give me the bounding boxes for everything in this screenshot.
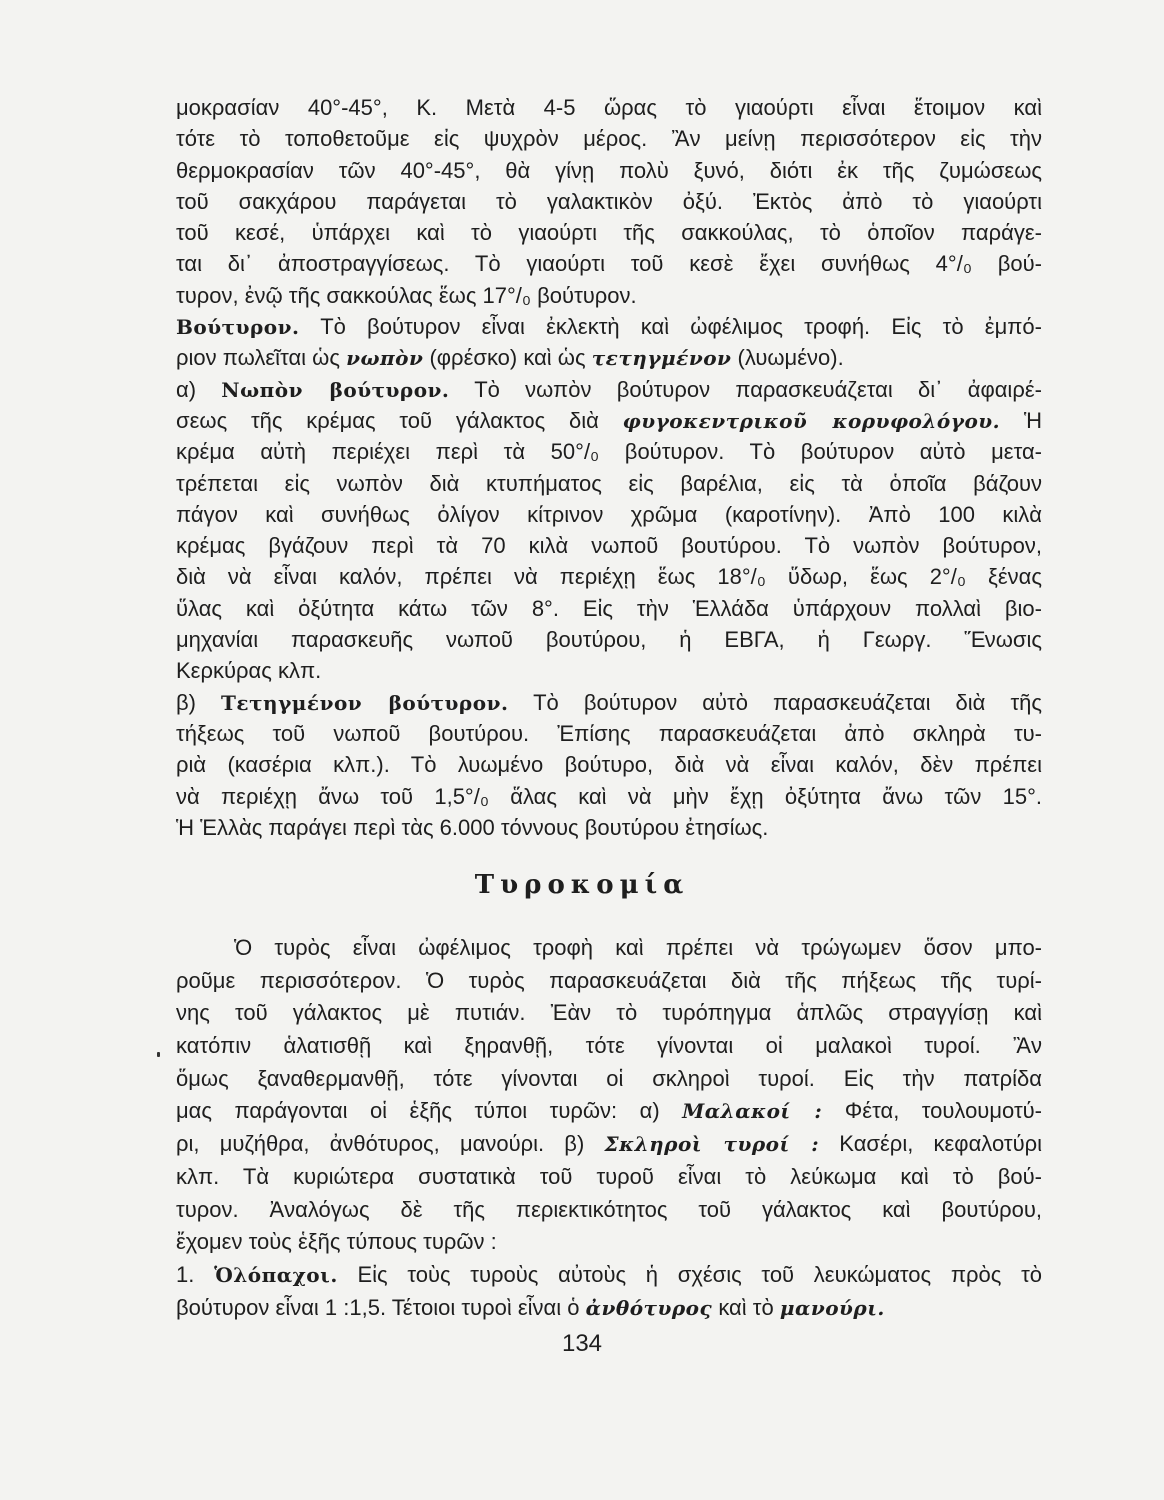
text-line bbox=[176, 311, 1042, 342]
text-line bbox=[176, 781, 1042, 812]
text-run: (λυωμένο). bbox=[731, 345, 844, 371]
text-line bbox=[176, 155, 1042, 186]
text-run: τήξεως τοῦ νωποῦ βουτύρου. Ἐπίσης παρασκευάζεται ἀπὸ σκληρὰ τυ- bbox=[176, 720, 1042, 746]
butter-section bbox=[176, 92, 1042, 843]
text-line bbox=[176, 92, 1042, 123]
italic-term: τετηγμένον bbox=[591, 346, 732, 371]
text-line bbox=[176, 1063, 1042, 1096]
text-run: κατόπιν ἁλατισθῇ καὶ ξηρανθῇ, τότε γίνονται οἱ μαλακοὶ τυροί. Ἂν bbox=[176, 1033, 1042, 1059]
italic-term: ἀνθότυρος bbox=[585, 1295, 713, 1320]
text-run: τρέπεται εἰς νωπὸν διὰ κτυπήματος εἰς βαρέλια, εἰς τὰ ὁποῖα βάζουν bbox=[176, 470, 1042, 496]
text-line bbox=[176, 593, 1042, 624]
text-line bbox=[176, 624, 1042, 655]
text-line bbox=[176, 248, 1042, 279]
italic-term: Σκληροὶ τυροί : bbox=[604, 1132, 820, 1157]
bold-term: Ὁλόπαχοι. bbox=[214, 1262, 338, 1287]
text-line bbox=[176, 1128, 1042, 1161]
text-run: Κερκύρας κλπ. bbox=[176, 658, 322, 684]
text-run: ὕλας καὶ ὀξύτητα κάτω τῶν 8°. Εἰς τὴν Ἑλλάδα ὑπάρχουν πολλαὶ βιο- bbox=[176, 595, 1042, 621]
text-run: κρέμας βγάζουν περὶ τὰ 70 κιλὰ νωποῦ βουτύρου. Τὸ νωπὸν βούτυρον, bbox=[176, 533, 1042, 559]
text-line bbox=[176, 217, 1042, 248]
text-line bbox=[176, 1292, 1042, 1325]
text-run: ροῦμε περισσότερον. Ὁ τυρὸς παρασκευάζεται διὰ τῆς πήξεως τῆς τυρί- bbox=[176, 967, 1042, 993]
bold-term: Τετηγμένον βούτυρον. bbox=[221, 690, 509, 715]
text-run: ριον πωλεῖται ὡς bbox=[176, 345, 347, 371]
text-run: ριὰ (κασέρια κλπ.). Τὸ λυωμένο βούτυρο, διὰ νὰ εἶναι καλόν, δὲν πρέπει bbox=[176, 752, 1042, 778]
text-line bbox=[176, 749, 1042, 780]
text-line bbox=[176, 1194, 1042, 1227]
text-run: καὶ τὸ bbox=[712, 1294, 780, 1320]
text-run: μηχανίαι παρασκευῆς νωποῦ βουτύρου, ἡ ΕΒΓΑ, ἡ Γεωργ. Ἕνωσις bbox=[176, 627, 1042, 653]
text-run: Τὸ νωπὸν βούτυρον παρασκευάζεται δι᾽ ἀφαιρέ- bbox=[449, 376, 1042, 402]
text-run: τοῦ κεσέ, ὑπάρχει καὶ τὸ γιαούρτι τῆς σακκούλας, τὸ ὁποῖον παράγε- bbox=[176, 220, 1042, 246]
italic-term: φυγοκεντρικοῦ κορυφολόγου. bbox=[622, 408, 1001, 433]
text-run: Φέτα, τουλουμοτύ- bbox=[822, 1098, 1042, 1124]
text-line bbox=[176, 997, 1042, 1030]
text-run: ρι, μυζήθρα, ἀνθότυρος, μανούρι. β) bbox=[176, 1131, 605, 1157]
text-line bbox=[176, 342, 1042, 373]
text-line bbox=[176, 932, 1042, 965]
text-line bbox=[176, 530, 1042, 561]
text-run: Κασέρι, κεφαλοτύρι bbox=[819, 1131, 1043, 1157]
text-run: τότε τὸ τοποθετοῦμε εἰς ψυχρὸν μέρος. Ἂν μείνῃ περισσότερον εἰς τὴν bbox=[176, 126, 1042, 152]
text-run: διὰ νὰ εἶναι καλόν, πρέπει νὰ περιέχῃ ἕως 18°/₀ ὕδωρ, ἕως 2°/₀ ξένας bbox=[176, 564, 1042, 590]
text-run: β) bbox=[176, 689, 222, 715]
text-run: κλπ. Τὰ κυριώτερα συστατικὰ τοῦ τυροῦ εἶναι τὸ λεύκωμα καὶ τὸ βού- bbox=[176, 1163, 1042, 1189]
text-run: Ὁ τυρὸς εἶναι ὠφέλιμος τροφὴ καὶ πρέπει νὰ τρώγωμεν ὅσον μπο- bbox=[234, 935, 1042, 960]
text-run: νης τοῦ γάλακτος μὲ πυτιάν. Ἐὰν τὸ τυρόπηγμα ἁπλῶς στραγγίσῃ καὶ bbox=[176, 1000, 1042, 1026]
text-line bbox=[176, 436, 1042, 467]
text-run: πάγον καὶ συνήθως ὀλίγον κίτρινον χρῶμα (καροτίνην). Ἀπὸ 100 κιλὰ bbox=[176, 501, 1042, 527]
text-line bbox=[176, 687, 1042, 718]
text-run: (φρέσκο) καὶ ὡς bbox=[423, 345, 592, 371]
text-line bbox=[176, 965, 1042, 998]
text-line bbox=[176, 1095, 1042, 1128]
margin-mark bbox=[157, 1052, 160, 1057]
text-line bbox=[176, 405, 1042, 436]
section-heading: Τυροκομία bbox=[474, 870, 690, 900]
text-run: 1. bbox=[176, 1261, 215, 1287]
text-line bbox=[176, 280, 1042, 311]
text-run: Τὸ βούτυρον αὐτὸ παρασκευάζεται διὰ τῆς bbox=[508, 689, 1042, 715]
text-run: α) bbox=[176, 376, 222, 402]
text-line bbox=[176, 1259, 1042, 1292]
text-line bbox=[176, 186, 1042, 217]
text-line bbox=[176, 1161, 1042, 1194]
text-line bbox=[176, 1030, 1042, 1063]
text-run: τυρον. Ἀναλόγως δὲ τῆς περιεκτικότητος τοῦ γάλακτος καὶ βουτύρου, bbox=[176, 1196, 1042, 1222]
text-line bbox=[176, 468, 1042, 499]
text-run: μας παράγονται οἱ ἑξῆς τύποι τυρῶν: α) bbox=[176, 1098, 683, 1124]
text-line bbox=[176, 561, 1042, 592]
text-run: ὅμως ξαναθερμανθῇ, τότε γίνονται οἱ σκληροὶ τυροί. Εἰς τὴν πατρίδα bbox=[176, 1065, 1042, 1091]
text-run: θερμοκρασίαν τῶν 40°-45°, θὰ γίνῃ πολὺ ξυνό, διότι ἐκ τῆς ζυμώσεως bbox=[176, 157, 1042, 183]
cheese-making-section bbox=[176, 932, 1042, 1324]
text-run: μοκρασίαν 40°-45°, Κ. Μετὰ 4-5 ὥρας τὸ γιαούρτι εἶναι ἕτοιμον καὶ bbox=[176, 95, 1042, 120]
text-run: κρέμα αὐτὴ περιέχει περὶ τὰ 50°/₀ βούτυρον. Τὸ βούτυρον αὐτὸ μετα- bbox=[176, 439, 1042, 465]
text-run: Εἰς τοὺς τυροὺς αὐτοὺς ἡ σχέσις τοῦ λευκώματος πρὸς τὸ bbox=[337, 1261, 1042, 1287]
text-run: Ἡ bbox=[1000, 407, 1042, 433]
text-run: σεως τῆς κρέμας τοῦ γάλακτος διὰ bbox=[176, 407, 623, 433]
page-number: 134 bbox=[561, 1330, 603, 1357]
text-line bbox=[176, 812, 1042, 843]
text-run: βούτυρον εἶναι 1 :1,5. Τέτοιοι τυροὶ εἶναι ὁ bbox=[176, 1294, 586, 1320]
text-run: Τὸ βούτυρον εἶναι ἐκλεκτὴ καὶ ὠφέλιμος τροφή. Εἰς τὸ ἐμπό- bbox=[299, 314, 1042, 340]
text-line bbox=[176, 123, 1042, 154]
bold-term: Νωπὸν βούτυρον. bbox=[221, 377, 450, 402]
text-line bbox=[176, 499, 1042, 530]
italic-term: μανούρι. bbox=[779, 1295, 885, 1320]
text-run: ται δι᾽ ἀποστραγγίσεως. Τὸ γιαούρτι τοῦ κεσὲ ἔχει συνήθως 4°/₀ βού- bbox=[176, 251, 1042, 277]
text-run: τυρον, ἐνῷ τῆς σακκούλας ἕως 17°/₀ βούτυρον. bbox=[176, 282, 637, 308]
text-line bbox=[176, 1226, 1042, 1259]
text-run: ἔχομεν τοὺς ἑξῆς τύπους τυρῶν : bbox=[176, 1229, 497, 1255]
text-run: νὰ περιέχῃ ἄνω τοῦ 1,5°/₀ ἅλας καὶ νὰ μὴν ἔχῃ ὀξύτητα ἄνω τῶν 15°. bbox=[176, 783, 1042, 809]
text-run: τοῦ σακχάρου παράγεται τὸ γαλακτικὸν ὀξύ. Ἐκτὸς ἀπὸ τὸ γιαούρτι bbox=[176, 188, 1042, 214]
italic-term: νωπὸν bbox=[346, 346, 424, 371]
text-line bbox=[176, 374, 1042, 405]
bold-term: Βούτυρον. bbox=[176, 315, 300, 340]
text-line bbox=[176, 718, 1042, 749]
text-run: Ἡ Ἑλλὰς παράγει περὶ τὰς 6.000 τόννους βουτύρου ἐτησίως. bbox=[176, 814, 769, 840]
italic-term: Μαλακοί : bbox=[682, 1099, 823, 1124]
text-line bbox=[176, 655, 1042, 686]
